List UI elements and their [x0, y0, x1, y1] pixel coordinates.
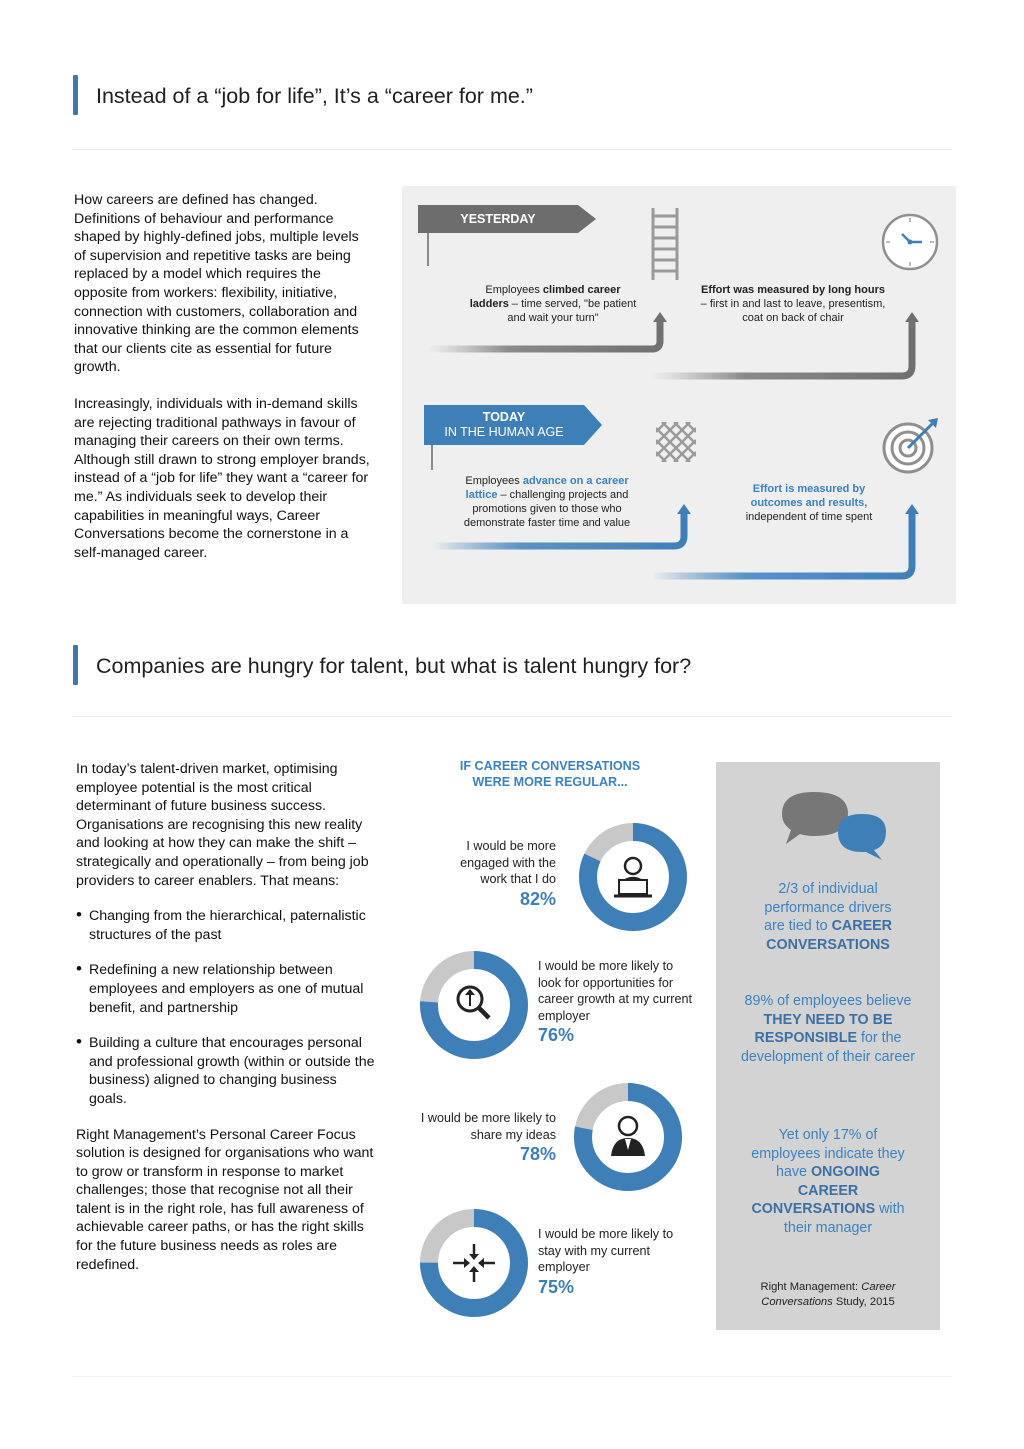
- stat1-highlight: CAREER CONVERSATIONS: [766, 918, 892, 953]
- stat1-text: 2/3 of individual performance drivers are tied to: [764, 881, 892, 935]
- paragraph-definitions: How careers are defined has changed. Definitions of behaviour and performance shaped by highly-defined jobs, multiple levels of supervision and repetitive tasks are being replaced by a model which requires the opposite from workers: flexibility, initiative, connection with customers, collaboration and innovative thinking are the common elements that our clients cite as essential for future growth.: [74, 192, 359, 376]
- lattice-text-b: advance on a career lattice: [465, 475, 629, 501]
- paragraph-right-management: Right Management’s Personal Career Focus solution is designed for organisations who want to grow or transform in response to market challenges; those that recognise not all their talent is in the right role, has full awareness of achievable career paths, or has the right skills for the future business needs as roles are redefined.: [76, 1126, 374, 1273]
- divider: [72, 1376, 952, 1377]
- stat2-text: 89% of employees believe: [744, 993, 912, 1009]
- donut-text: I would be more likely to share my ideas: [420, 1111, 556, 1142]
- intro-text: [74, 191, 372, 562]
- stat-responsibility: [716, 992, 940, 1066]
- donut-label-opportunities: [538, 958, 698, 1046]
- section-title-talent: Companies are hungry for talent, but what is talent hungry for?: [96, 654, 692, 678]
- donut-label-ideas: [416, 1110, 556, 1165]
- paragraph-in-demand: Increasingly, individuals with in-demand skills are rejecting traditional pathways in favour of managing their careers on their own terms. Although still drawn to strong employer brands, instead of a “job for life” they want a “career for me.” As individuals seek to develop their capabilities in meaningful ways, Career Conversations become the cornerstone in a self-managed career.: [74, 395, 370, 561]
- laptop-user-icon: [614, 858, 652, 896]
- donut-heading-line1: IF CAREER CONVERSATIONS: [459, 759, 641, 773]
- section-title-career: Instead of a “job for life”, It’s a “career for me.”: [96, 84, 533, 108]
- stats-sidebar: [716, 762, 940, 1330]
- yesterday-tag-label: YESTERDAY: [460, 212, 536, 226]
- today-tag-line2: IN THE HUMAN AGE: [444, 425, 564, 439]
- long-hours-text-b: – first in and last to leave, presentism, coat on back of chair: [700, 298, 886, 324]
- source-citation: [716, 1280, 940, 1310]
- donut-percent: 76%: [538, 1025, 575, 1045]
- outcomes-text-b: independent of time spent: [745, 511, 873, 523]
- stat-performance-drivers: [716, 880, 940, 954]
- ladder-text-b: climbed career ladders: [469, 284, 621, 310]
- donut-label-engaged: [436, 838, 556, 910]
- businessman-icon: [611, 1117, 645, 1156]
- long-hours-text-a: Effort was measured by long hours: [701, 284, 885, 296]
- talent-text-column: [76, 760, 378, 1274]
- yesterday-today-infographic: [402, 186, 956, 604]
- donut-chart-engaged: [578, 822, 688, 932]
- ladder-text-a: Employees: [485, 284, 543, 296]
- donut-percent: 78%: [519, 1144, 556, 1164]
- donut-text: I would be more likely to look for opportunities for career growth at my current employer: [538, 959, 692, 1023]
- ladder-text-c: – time served, "be patient and wait your turn": [507, 298, 637, 324]
- donut-heading: [432, 759, 668, 790]
- section-accent-bar: [73, 75, 78, 115]
- divider: [72, 149, 952, 150]
- paragraph-talent-market: In today’s talent-driven market, optimising employee potential is the most critical determinant of future business success. Organisations are recognising this new reality and looking at how they can make the shift – strategically and operationally – from being job providers to career enablers. That means:: [76, 761, 369, 889]
- outcomes-text-a: Effort is measured by outcomes and results,: [750, 483, 868, 509]
- magnifier-arrow-icon: [458, 987, 489, 1018]
- donut-text: I would be more likely to stay with my current employer: [538, 1227, 674, 1274]
- source-study-name: Career Conversations: [761, 1281, 896, 1308]
- donut-text: I would be more engaged with the work that I do: [460, 839, 556, 886]
- source-year: Study, 2015: [832, 1296, 895, 1308]
- today-tag-line1: TODAY: [482, 410, 526, 424]
- stat3-highlight: ONGOING CAREER CONVERSATIONS: [751, 1164, 881, 1218]
- list-item: • Building a culture that encourages personal and professional growth (within or outside the business) aligned to changing business goals.: [76, 1034, 378, 1108]
- lattice-text-a: Employees: [465, 475, 523, 487]
- list-item: • Redefining a new relationship between employees and employers as one of mutual benefit, and partnership: [76, 961, 378, 1017]
- list-item: • Changing from the hierarchical, paternalistic structures of the past: [76, 907, 378, 944]
- speech-bubbles-icon: [778, 788, 890, 860]
- donut-percent: 82%: [519, 888, 556, 909]
- stat2-highlight: THEY NEED TO BE RESPONSIBLE: [754, 1011, 893, 1047]
- divider: [72, 716, 952, 717]
- today-flow-lines: [402, 386, 956, 604]
- section-accent-bar: [73, 645, 78, 685]
- donut-label-stay: [538, 1226, 698, 1298]
- stat3-text: Yet only 17% of employees indicate they have: [751, 1127, 905, 1181]
- donut-chart-stay: [419, 1208, 529, 1318]
- change-list: [76, 907, 378, 1108]
- donut-percent: 75%: [538, 1276, 575, 1297]
- source-text: Right Management:: [760, 1281, 862, 1293]
- donut-heading-line2: WERE MORE REGULAR...: [472, 774, 628, 789]
- donut-chart-opportunities: [419, 950, 529, 1060]
- stat3-text-end: with their manager: [783, 1201, 905, 1236]
- stat-ongoing-conversations: [716, 1126, 940, 1238]
- stat2-text-end: for the development of their career: [740, 1030, 916, 1065]
- donut-chart-ideas: [573, 1082, 683, 1192]
- yesterday-flow-lines: [402, 186, 956, 386]
- converging-arrows-icon: [453, 1244, 495, 1282]
- lattice-text-c: – challenging projects and promotions given to those who demonstrate faster time and value: [463, 489, 631, 529]
